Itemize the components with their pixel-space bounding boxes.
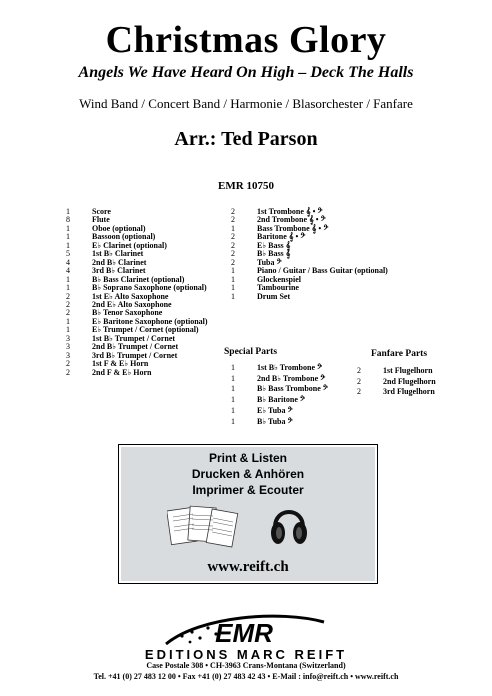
part-name: B♭ Baritone 𝄢 (257, 395, 306, 405)
part-quantity: 2 (66, 291, 70, 301)
fanfare-parts-heading: Fanfare Parts (371, 349, 428, 359)
part-name: 3rd B♭ Clarinet (92, 266, 146, 276)
part-quantity: 1 (66, 240, 70, 250)
part-quantity: 1 (231, 384, 235, 394)
part-quantity: 1 (231, 283, 235, 293)
part-quantity: 1 (66, 325, 70, 335)
subtitle: Angels We Have Heard On High – Deck The Halls (78, 64, 414, 81)
promo-line-drucken: Drucken & Anhören (191, 467, 305, 481)
part-name: E♭ Trumpet / Cornet (optional) (92, 325, 199, 335)
part-name: 2nd F & E♭ Horn (92, 367, 152, 377)
part-name: Drum Set (257, 291, 291, 301)
part-name: B♭ Tenor Saxophone (92, 308, 163, 318)
part-name: E♭ Tuba 𝄢 (257, 405, 293, 415)
part-name: 2nd E♭ Alto Saxophone (92, 299, 172, 309)
promo-line-imprimer: Imprimer & Ecouter (192, 483, 304, 497)
part-quantity: 1 (66, 316, 70, 326)
part-name: Score (92, 207, 111, 216)
part-quantity: 2 (66, 359, 70, 369)
part-quantity: 1 (66, 283, 70, 293)
part-quantity: 3 (66, 342, 70, 352)
part-quantity: 1 (231, 405, 235, 415)
part-name: 1st Flugelhorn (383, 366, 433, 375)
part-quantity: 1 (66, 232, 70, 242)
part-name: Tuba 𝄢 (257, 257, 282, 267)
promo-line-print: Print & Listen (208, 451, 287, 465)
part-name: 1st E♭ Alto Saxophone (92, 291, 169, 301)
headphones-icon (269, 499, 309, 551)
page-title: Christmas Glory (105, 19, 387, 61)
part-name: 3rd B♭ Trumpet / Cornet (92, 350, 178, 360)
part-name: Piano / Guitar / Bass Guitar (optional) (257, 266, 388, 276)
promo-box (118, 444, 378, 584)
part-name: Flute (92, 215, 110, 225)
part-name: 2nd Flugelhorn (383, 376, 436, 386)
part-name: E♭ Baritone Saxophone (optional) (92, 316, 208, 326)
part-name: 2nd B♭ Trumpet / Cornet (92, 342, 179, 352)
part-quantity: 4 (66, 266, 70, 276)
publisher-contact: Tel. +41 (0) 27 483 12 00 • Fax +41 (0) 27 483 42 43 • E-Mail : info@reift.ch • www.reift.ch (93, 672, 399, 681)
part-name: 1st Trombone 𝄞 • 𝄢 (257, 207, 323, 216)
part-quantity: 2 (66, 308, 70, 318)
part-quantity: 1 (231, 266, 235, 276)
sheet-music-icon (167, 503, 245, 551)
part-name: Tambourine (257, 283, 299, 293)
part-quantity: 2 (231, 215, 235, 225)
part-quantity: 2 (357, 376, 361, 386)
part-name: 1st F & E♭ Horn (92, 359, 149, 369)
part-name: Baritone 𝄞 • 𝄢 (257, 232, 306, 242)
part-name: 3rd Flugelhorn (383, 387, 435, 397)
emr-logo (160, 612, 330, 648)
catalog-number: EMR 10750 (218, 180, 274, 192)
part-name: B♭ Bass 𝄞 (257, 249, 291, 259)
part-quantity: 1 (66, 207, 70, 216)
part-name: 2nd Trombone 𝄞 • 𝄢 (257, 215, 326, 225)
part-name: E♭ Clarinet (optional) (92, 240, 167, 250)
part-name: Oboe (optional) (92, 223, 146, 233)
part-quantity: 1 (231, 223, 235, 233)
part-quantity: 1 (231, 363, 235, 372)
part-quantity: 3 (66, 333, 70, 343)
part-name: B♭ Soprano Saxophone (optional) (92, 283, 207, 293)
emr-logo-text: EMR (215, 618, 273, 648)
part-quantity: 4 (66, 257, 70, 267)
part-quantity: 1 (231, 395, 235, 405)
part-name: Bassoon (optional) (92, 232, 156, 242)
part-quantity: 2 (357, 366, 361, 375)
part-quantity: 1 (66, 274, 70, 284)
part-quantity: 2 (66, 299, 70, 309)
part-name: B♭ Bass Clarinet (optional) (92, 274, 185, 284)
part-quantity: 2 (231, 240, 235, 250)
part-name: B♭ Tuba 𝄢 (257, 416, 293, 426)
band-types: Wind Band / Concert Band / Harmonie / Blasorchester / Fanfare (79, 96, 413, 111)
part-quantity: 1 (231, 291, 235, 301)
website-link[interactable]: www.reift.ch (207, 559, 289, 575)
part-quantity: 2 (357, 387, 361, 397)
part-quantity: 2 (231, 257, 235, 267)
part-quantity: 1 (231, 416, 235, 426)
part-quantity: 1 (231, 373, 235, 383)
part-name: Glockenspiel (257, 274, 302, 284)
special-parts-heading: Special Parts (224, 347, 278, 357)
part-quantity: 2 (231, 207, 235, 216)
part-name: E♭ Bass 𝄞 (257, 240, 291, 250)
part-quantity: 1 (231, 274, 235, 284)
part-name: 2nd B♭ Trombone 𝄢 (257, 373, 326, 383)
part-name: 2nd B♭ Clarinet (92, 257, 147, 267)
part-name: 1st B♭ Trombone 𝄢 (257, 363, 323, 372)
publisher-address: Case Postale 308 • CH-3963 Crans-Montana (Switzerland) (146, 661, 346, 670)
part-name: B♭ Bass Trombone 𝄢 (257, 384, 328, 394)
part-quantity: 1 (66, 223, 70, 233)
part-name: 1st B♭ Trumpet / Cornet (92, 333, 176, 343)
publisher-name: EDITIONS MARC REIFT (144, 647, 348, 662)
part-quantity: 2 (66, 367, 70, 377)
part-quantity: 3 (66, 350, 70, 360)
part-name: 1st B♭ Clarinet (92, 249, 144, 259)
arranger: Arr.: Ted Parson (174, 128, 318, 150)
part-quantity: 5 (66, 249, 70, 259)
part-quantity: 2 (231, 232, 235, 242)
part-name: Bass Trombone 𝄞 • 𝄢 (257, 223, 329, 233)
part-quantity: 2 (231, 249, 235, 259)
part-quantity: 8 (66, 215, 70, 225)
